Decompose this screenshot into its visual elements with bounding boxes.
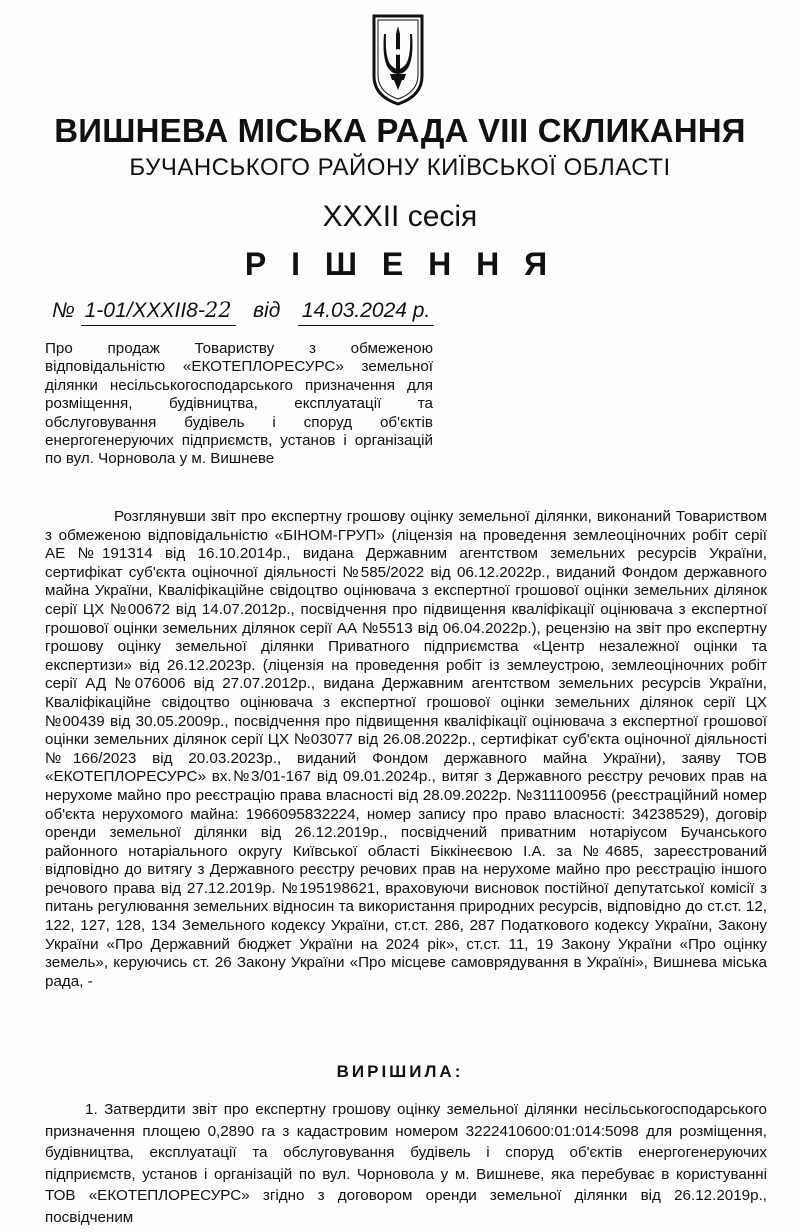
decision-title: Р І Ш Е Н Н Я (244, 246, 556, 282)
decision-subject: Про продаж Товариству з обмеженою відповідальністю «ЕКОТЕПЛОРЕСУРС» земельної ділянки несільськогосподарського призначення для розміщення, будівництва, експлуатації та обслуговування будівель і споруд об'єктів енергогенеруючих підприємств, установ і організацій по вул. Чорновола у м. Вишневе (45, 340, 433, 468)
document-date: 14.03.2024 р. (298, 297, 434, 326)
coat-of-arms-icon (370, 12, 426, 108)
decision-point-1: 1. Затвердити звіт про експертну грошову оцінку земельної ділянки несільськогосподарського призначення площею 0,2890 га з кадастровим номером 3222410600:01:014:5098 для розміщення, будівництва, експлуатації та обслуговування будівель і споруд об'єктів енергогенеруючих підприємств, установ і організацій по вул. Чорновола у м. Вишневе, яка перебуває в користуванні ТОВ «ЕКОТЕПЛОРЕСУРС» згідно з договором оренди земельної ділянки від 26.12.2019р., посвідченим (45, 1101, 767, 1226)
document-number (81, 296, 236, 326)
handwritten-number: 22 (204, 298, 232, 322)
council-name: ВИШНЕВА МІСЬКА РАДА VIII СКЛИКАННЯ (54, 112, 746, 149)
document-number-line (52, 296, 434, 326)
resolved-heading: ВИРІШИЛА: (336, 1062, 464, 1081)
preamble-paragraph: Розглянувши звіт про експертну грошову оцінку земельної ділянки, виконаний Товариством з обмеженою відповідальністю «БІНОМ-ГРУП» (ліцензія на проведення землеоціночних робіт серії АЕ №191314 від 16.10.2014р., видана Державним агентством земельних ресурсів України, сертифікат суб'єкта оціночної діяльності №585/2022 від 06.12.2022р., виданий Фондом державного майна України, Кваліфікаційне свідоцтво оцінювача з експертної грошової оцінки земельних ділянок серії ЦХ №00672 від 14.07.2012р., посвідчення про підвищення кваліфікації оцінювача з експертної грошової оцінки земельних ділянок серії АА №5513 від 06.04.2022р.), рецензію на звіт про експертну грошову оцінку земельної ділянки Приватного підприємства «Центр незалежної оцінки та експертизи» від 26.12.2023р. (ліцензія на проведення робіт із землеустрою, землеоціночних робіт серії АД №076006 від 27.07.2012р., видана Державним агентством земельних ресурсів України, Кваліфікаційне свідоцтво оцінювача з експертної грошової оцінки земельних ділянок серії ЦХ №00439 від 30.05.2009р., посвідчення про підвищення кваліфікації оцінювача з експертної грошової оцінки земельних ділянок серії ЦХ №03077 від 26.08.2022р., сертифікат суб'єкта оціночної діяльності №166/2023 від 20.03.2023р., виданий Фондом державного майна України), заяву ТОВ «ЕКОТЕПЛОРЕСУРС» вх.№3/01-167 від 09.01.2024р., витяг з Державного реєстру речових прав на нерухоме майно про реєстрацію права власності від 28.09.2022р. №311100956 (реєстраційний номер об'єкта нерухомого майна: 1966095832224, номер запису про право власності: 34238529), договір оренди земельної ділянки від 26.12.2019р., посвідчений приватним нотаріусом Бучанського районного нотаріального округу Київської області Біккінеєвою І.А. за №4685, зареєстрований відповідно до витягу з Державного реєстру речових прав на нерухоме майно про реєстрацію іншого речового права від 27.12.2019р. №195198621, враховуючи висновок постійної депутатської комісії з питань регулювання земельних відносин та використання природних ресурсів, відповідно до ст.ст. 12, 122, 127, 128, 134 Земельного кодексу України, ст.ст. 286, 287 Податкового кодексу України, Закону України «Про Державний бюджет України на 2024 рік», ст.ст. 11, 19 Закону України «Про оцінку земель», керуючись ст. 26 Закону України «Про місцеве самоврядування в Україні», Вишнева міська рада, - (45, 508, 767, 990)
number-prefix: № (52, 299, 75, 322)
from-label: від (253, 299, 281, 322)
district-name: БУЧАНСЬКОГО РАЙОНУ КИЇВСЬКОЇ ОБЛАСТІ (129, 154, 671, 181)
session-number: XXXII сесія (322, 200, 478, 233)
number-text: 1-01/XXXII8- (84, 299, 205, 322)
